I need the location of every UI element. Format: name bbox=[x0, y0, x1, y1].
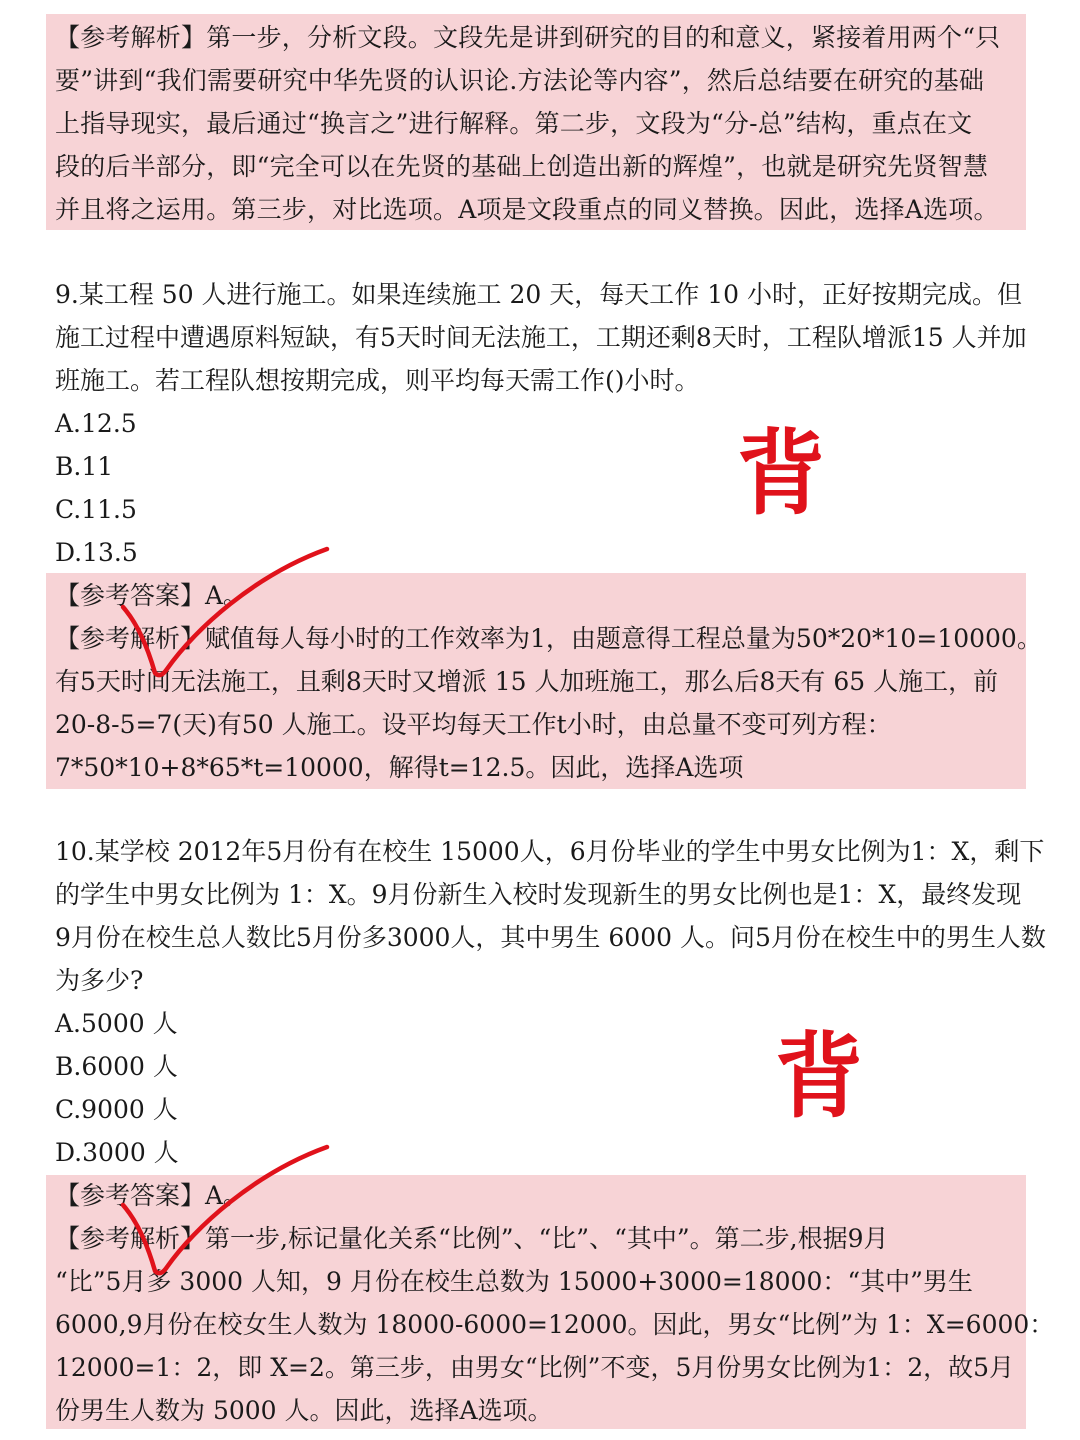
q10-option-a: A.5000 人 bbox=[55, 1009, 178, 1038]
top-analysis-line: 【参考解析】第一步，分析文段。文段先是讲到研究的目的和意义，紧接着用两个“只 bbox=[55, 23, 1001, 52]
q9-check-mark bbox=[115, 545, 335, 685]
q9-analysis-line: 有5天时间无法施工，且剩8天时又增派 15 人加班施工，那么后8天有 65 人施工，前 bbox=[55, 667, 999, 696]
q10-stem-line: 10.某学校 2012年5月份有在校生 15000人，6月份毕业的学生中男女比例为1：X，剩下 bbox=[55, 837, 1045, 866]
q9-memorize-stamp: 背 bbox=[737, 419, 826, 528]
q9-analysis-line: 7*50*10+8*65*t=10000，解得t=12.5。因此，选择A选项 bbox=[55, 753, 744, 782]
top-analysis-line: 段的后半部分，即“完全可以在先贤的基础上创造出新的辉煌”，也就是研究先贤智慧 bbox=[55, 152, 989, 181]
q10-stem-line: 的学生中男女比例为 1：X。9月份新生入校时发现新生的男女比例也是1：X，最终发现 bbox=[55, 880, 1022, 909]
q10-option-d: D.3000 人 bbox=[55, 1138, 179, 1167]
q9-option-b: B.11 bbox=[55, 452, 114, 481]
q9-option-d: D.13.5 bbox=[55, 538, 138, 567]
q9-analysis-line: 20-8-5=7(天)有50 人施工。设平均每天工作t小时，由总量不变可列方程： bbox=[55, 710, 892, 739]
q9-stem-line: 9.某工程 50 人进行施工。如果连续施工 20 天，每天工作 10 小时，正好按期完成。但 bbox=[55, 280, 1022, 309]
q9-analysis-line: 【参考解析】赋值每人每小时的工作效率为1，由题意得工程总量为50*20*10=10000。 bbox=[55, 624, 1042, 653]
q10-analysis-line: 6000,9月份在校女生人数为 18000-6000=12000。因此，男女“比例”为 1：X=6000： bbox=[55, 1310, 1055, 1339]
q10-analysis-line: 份男生人数为 5000 人。因此，选择A选项。 bbox=[55, 1396, 553, 1425]
q9-answer: 【参考答案】A。 bbox=[55, 581, 249, 610]
q9-stem-line: 施工过程中遭遇原料短缺，有5天时间无法施工，工期还剩8天时，工程队增派15 人并加 bbox=[55, 323, 1027, 352]
q10-stem-line: 9月份在校生总人数比5月份多3000人，其中男生 6000 人。问5月份在校生中的男生人数 bbox=[55, 923, 1046, 952]
q10-check-mark bbox=[115, 1143, 335, 1283]
top-analysis-line: 要”讲到“我们需要研究中华先贤的认识论.方法论等内容”，然后总结要在研究的基础 bbox=[55, 66, 985, 95]
top-analysis-line: 并且将之运用。第三步，对比选项。A项是文段重点的同义替换。因此，选择A选项。 bbox=[55, 195, 999, 224]
q9-stem-line: 班施工。若工程队想按期完成，则平均每天需工作()小时。 bbox=[55, 366, 700, 395]
q10-answer: 【参考答案】A。 bbox=[55, 1181, 249, 1210]
q10-analysis-line: 【参考解析】第一步,标记量化关系“比例”、“比”、“其中”。第二步,根据9月 bbox=[55, 1224, 889, 1253]
q10-option-c: C.9000 人 bbox=[55, 1095, 178, 1124]
q10-option-b: B.6000 人 bbox=[55, 1052, 178, 1081]
q10-memorize-stamp: 背 bbox=[775, 1022, 864, 1131]
q10-analysis-line: 12000=1：2，即 X=2。第三步，由男女“比例”不变，5月份男女比例为1：2，故5月 bbox=[55, 1353, 1015, 1382]
top-analysis-line: 上指导现实，最后通过“换言之”进行解释。第二步，文段为“分-总”结构，重点在文 bbox=[55, 109, 973, 138]
q9-option-a: A.12.5 bbox=[55, 409, 137, 438]
q9-option-c: C.11.5 bbox=[55, 495, 137, 524]
q10-stem-line: 为多少? bbox=[55, 966, 144, 995]
q10-analysis-line: “比”5月多 3000 人知，9 月份在校生总数为 15000+3000=18000：“其中”男生 bbox=[55, 1267, 973, 1296]
